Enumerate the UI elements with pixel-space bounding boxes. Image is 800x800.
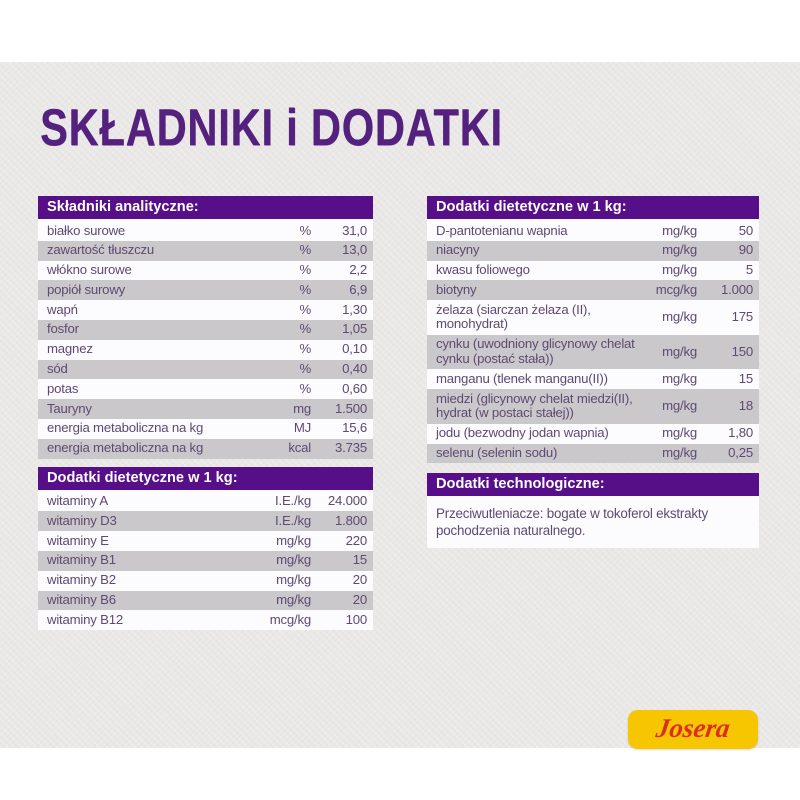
row-label: sód bbox=[47, 361, 68, 377]
table-row bbox=[38, 300, 373, 320]
technological-additives-section bbox=[427, 473, 759, 548]
row-value: 0,40 bbox=[342, 361, 367, 377]
row-unit: kcal bbox=[288, 440, 311, 456]
row-label: białko surowe bbox=[47, 222, 126, 238]
row-label: selenu (selenin sodu) bbox=[436, 445, 558, 461]
table-row bbox=[427, 241, 759, 261]
row-label: jodu (bezwodny jodan wapnia) bbox=[436, 425, 609, 441]
row-value: 15 bbox=[352, 552, 367, 568]
table-row bbox=[38, 610, 373, 630]
table-row bbox=[38, 379, 373, 399]
table-header: Dodatki dietetyczne w 1 kg: bbox=[38, 467, 373, 492]
technological-additives-text: Przeciwutleniacze: bogate w tokoferol ekstrakty pochodzenia naturalnego. bbox=[427, 498, 759, 548]
row-value: 1,80 bbox=[728, 425, 753, 441]
row-value: 150 bbox=[731, 343, 753, 359]
row-value: 3.735 bbox=[334, 440, 367, 456]
analytical-composition-table bbox=[38, 196, 373, 459]
table-row bbox=[38, 511, 373, 531]
table-row bbox=[427, 369, 759, 389]
table-body bbox=[38, 221, 373, 459]
row-unit: % bbox=[299, 301, 311, 317]
table-row bbox=[38, 551, 373, 571]
row-value: 6,9 bbox=[349, 281, 367, 297]
row-unit: % bbox=[299, 341, 311, 357]
row-value: 50 bbox=[738, 222, 753, 238]
right-column bbox=[427, 196, 759, 548]
row-value: 100 bbox=[345, 611, 367, 627]
table-row bbox=[427, 389, 759, 424]
row-label: włókno surowe bbox=[47, 262, 132, 278]
row-unit: mg/kg bbox=[662, 309, 697, 325]
dietary-additives-right-table bbox=[427, 196, 759, 463]
row-value: 1.500 bbox=[334, 400, 367, 416]
row-unit: mg/kg bbox=[662, 343, 697, 359]
row-label: magnez bbox=[47, 341, 93, 357]
table-row bbox=[38, 320, 373, 340]
row-unit: % bbox=[299, 242, 311, 258]
row-value: 5 bbox=[745, 262, 753, 278]
row-label: cynku (uwodniony glicynowy chelat cynku (postać stała)) bbox=[436, 336, 635, 367]
row-label: energia metaboliczna na kg bbox=[47, 420, 204, 436]
row-unit: % bbox=[299, 361, 311, 377]
row-label: witaminy B2 bbox=[47, 572, 116, 588]
row-unit: mcg/kg bbox=[655, 281, 697, 297]
row-label: miedzi (glicynowy chelat miedzi(II), hydrat (w postaci stałej)) bbox=[436, 390, 633, 421]
row-unit: I.E./kg bbox=[275, 493, 311, 509]
row-label: wapń bbox=[47, 301, 78, 317]
row-unit: mg/kg bbox=[662, 262, 697, 278]
table-row bbox=[38, 439, 373, 459]
table-row bbox=[427, 261, 759, 281]
table-row bbox=[38, 571, 373, 591]
row-value: 0,25 bbox=[728, 445, 753, 461]
table-row bbox=[38, 241, 373, 261]
dietary-additives-left-table bbox=[38, 467, 373, 631]
table-row bbox=[38, 360, 373, 380]
row-label: witaminy A bbox=[47, 493, 109, 509]
table-row bbox=[427, 300, 759, 335]
row-label: potas bbox=[47, 380, 79, 396]
row-unit: mg/kg bbox=[276, 572, 311, 588]
row-value: 175 bbox=[731, 309, 753, 325]
row-unit: % bbox=[299, 262, 311, 278]
row-unit: % bbox=[299, 380, 311, 396]
row-label: witaminy E bbox=[47, 532, 109, 548]
row-value: 0,10 bbox=[342, 341, 367, 357]
table-row bbox=[38, 399, 373, 419]
table-row bbox=[427, 280, 759, 300]
row-label: popiół surowy bbox=[47, 281, 126, 297]
table-row bbox=[38, 261, 373, 281]
row-label: niacyny bbox=[436, 242, 480, 258]
row-value: 1,05 bbox=[342, 321, 367, 337]
table-row bbox=[427, 221, 759, 241]
row-value: 31,0 bbox=[342, 222, 367, 238]
table-row bbox=[427, 335, 759, 370]
table-header: Dodatki technologiczne: bbox=[427, 473, 759, 498]
row-value: 18 bbox=[738, 398, 753, 414]
row-value: 20 bbox=[352, 592, 367, 608]
row-unit: mg/kg bbox=[662, 222, 697, 238]
row-unit: mg/kg bbox=[662, 445, 697, 461]
row-value: 90 bbox=[738, 242, 753, 258]
table-row bbox=[38, 280, 373, 300]
row-label: Tauryny bbox=[47, 400, 92, 416]
row-label: kwasu foliowego bbox=[436, 262, 530, 278]
row-unit: mg/kg bbox=[276, 592, 311, 608]
josera-logo-text: Josera bbox=[654, 712, 733, 743]
row-label: D-pantotenianu wapnia bbox=[436, 222, 568, 238]
row-unit: mg bbox=[293, 400, 311, 416]
row-unit: mg/kg bbox=[276, 552, 311, 568]
row-value: 15 bbox=[738, 370, 753, 386]
row-unit: mg/kg bbox=[662, 398, 697, 414]
row-label: witaminy B1 bbox=[47, 552, 116, 568]
row-value: 13,0 bbox=[342, 242, 367, 258]
table-row bbox=[427, 444, 759, 464]
row-unit: % bbox=[299, 281, 311, 297]
textured-paper-background bbox=[0, 62, 800, 748]
row-value: 15,6 bbox=[342, 420, 367, 436]
row-unit: mcg/kg bbox=[269, 611, 311, 627]
row-value: 2,2 bbox=[349, 262, 367, 278]
row-label: witaminy D3 bbox=[47, 512, 117, 528]
row-label: witaminy B6 bbox=[47, 592, 116, 608]
row-label: witaminy B12 bbox=[47, 611, 124, 627]
row-unit: mg/kg bbox=[662, 242, 697, 258]
row-unit: MJ bbox=[293, 420, 311, 436]
row-value: 1.800 bbox=[334, 512, 367, 528]
row-value: 24.000 bbox=[327, 493, 367, 509]
row-unit: I.E./kg bbox=[275, 512, 311, 528]
josera-logo bbox=[628, 710, 758, 749]
row-unit: % bbox=[299, 321, 311, 337]
row-label: biotyny bbox=[436, 281, 477, 297]
row-unit: mg/kg bbox=[662, 370, 697, 386]
row-label: fosfor bbox=[47, 321, 79, 337]
table-header: Dodatki dietetyczne w 1 kg: bbox=[427, 196, 759, 221]
row-unit: mg/kg bbox=[276, 532, 311, 548]
row-label: manganu (tlenek manganu(II)) bbox=[436, 370, 608, 386]
table-row bbox=[38, 419, 373, 439]
table-row bbox=[38, 340, 373, 360]
table-row bbox=[38, 492, 373, 512]
table-row bbox=[38, 531, 373, 551]
row-value: 1.000 bbox=[720, 281, 753, 297]
row-value: 220 bbox=[345, 532, 367, 548]
row-value: 1,30 bbox=[342, 301, 367, 317]
row-value: 0,60 bbox=[342, 380, 367, 396]
row-unit: mg/kg bbox=[662, 425, 697, 441]
row-unit: % bbox=[299, 222, 311, 238]
table-header: Składniki analityczne: bbox=[38, 196, 373, 221]
table-row bbox=[427, 424, 759, 444]
row-value: 20 bbox=[352, 572, 367, 588]
row-label: energia metaboliczna na kg bbox=[47, 440, 204, 456]
row-label: żelaza (siarczan żelaza (II), monohydrat) bbox=[436, 301, 591, 332]
table-row bbox=[38, 591, 373, 611]
row-label: zawartość tłuszczu bbox=[47, 242, 155, 258]
page-title: SKŁADNIKI i DODATKI bbox=[40, 99, 503, 157]
table-row bbox=[38, 221, 373, 241]
table-body bbox=[427, 221, 759, 463]
left-column bbox=[38, 196, 373, 630]
table-body bbox=[38, 492, 373, 631]
